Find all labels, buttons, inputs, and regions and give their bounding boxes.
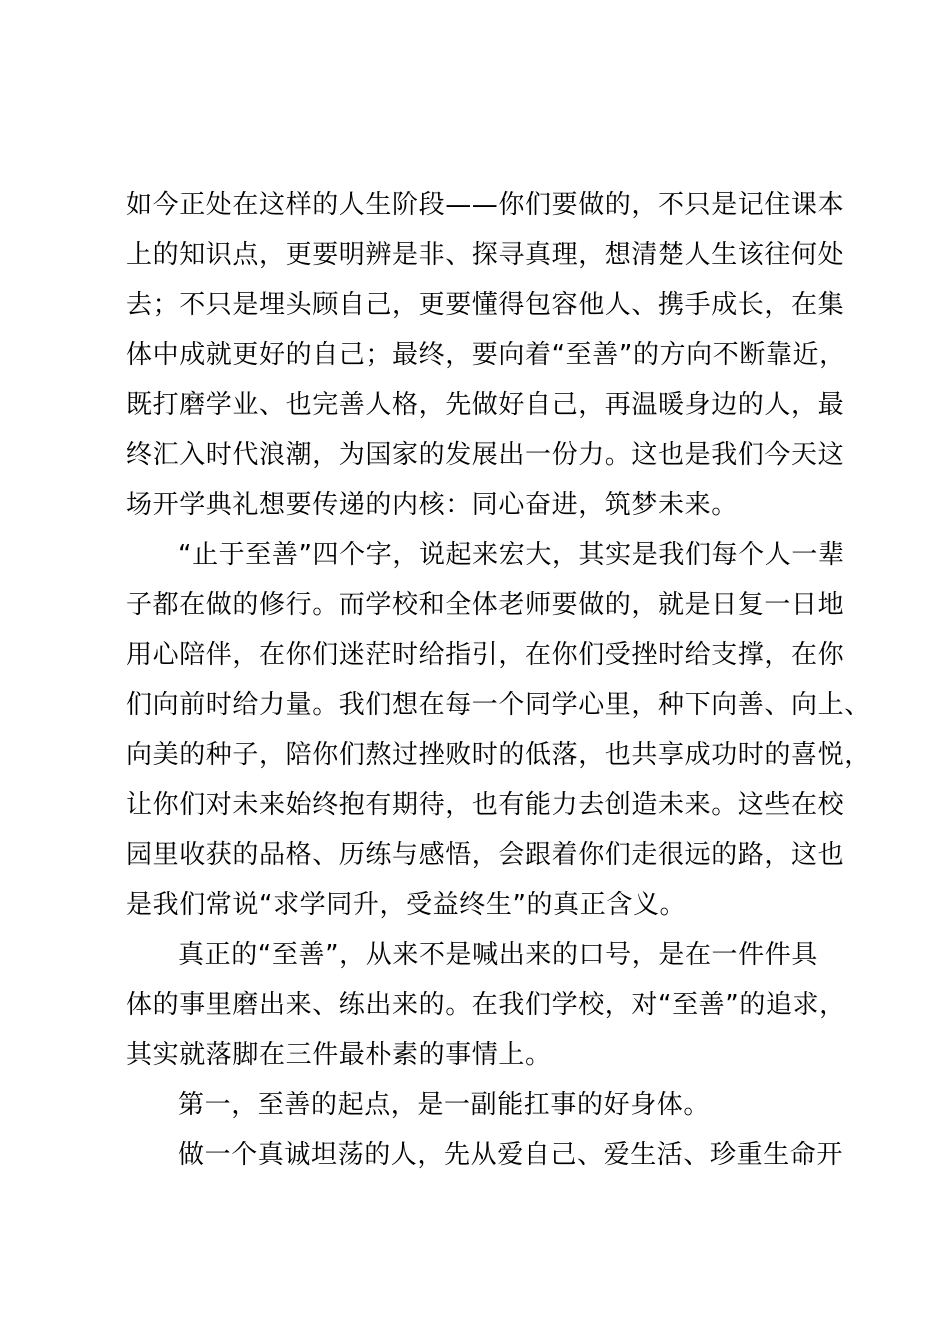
text-line: 如今正处在这样的人生阶段——你们要做的，不只是记住课本 [126, 190, 845, 220]
text-line: 让你们对未来始终抱有期待，也有能力去创造未来。这些在校 [126, 790, 845, 820]
paragraph-first-line: “止于至善”四个字，说起来宏大，其实是我们每个人一辈 [178, 540, 845, 570]
text-line: 是我们常说“求学同升，受益终生”的真正含义。 [126, 890, 687, 920]
text-line: 体中成就更好的自己；最终，要向着“至善”的方向不断靠近， [126, 340, 846, 370]
text-line: 们向前时给力量。我们想在每一个同学心里，种下向善、向上、 [126, 690, 871, 720]
paragraph-first-line: 真正的“至善”，从来不是喊出来的口号，是在一件件具 [178, 940, 818, 970]
text-line: 体的事里磨出来、练出来的。在我们学校，对“至善”的追求， [126, 990, 846, 1020]
text-line: 终汇入时代浪潮，为国家的发展出一份力。这也是我们今天这 [126, 440, 845, 470]
text-line: 子都在做的修行。而学校和全体老师要做的，就是日复一日地 [126, 590, 845, 620]
paragraph-first-line: 做一个真诚坦荡的人，先从爱自己、爱生活、珍重生命开 [178, 1140, 844, 1170]
text-line: 用心陪伴，在你们迷茫时给指引，在你们受挫时给支撑，在你 [126, 640, 845, 670]
text-line: 园里收获的品格、历练与感悟，会跟着你们走很远的路，这也 [126, 840, 845, 870]
text-line: 上的知识点，更要明辨是非、探寻真理，想清楚人生该往何处 [126, 240, 845, 270]
text-line: 其实就落脚在三件最朴素的事情上。 [126, 1040, 552, 1070]
text-line: 向美的种子，陪你们熬过挫败时的低落，也共享成功时的喜悦， [126, 740, 871, 770]
text-line: 既打磨学业、也完善人格，先做好自己，再温暖身边的人，最 [126, 390, 845, 420]
text-line: 场开学典礼想要传递的内核：同心奋进，筑梦未来。 [126, 490, 738, 520]
section-heading: 第一，至善的起点，是一副能扛事的好身体。 [178, 1090, 711, 1120]
text-line: 去；不只是埋头顾自己，更要懂得包容他人、携手成长，在集 [126, 290, 845, 320]
